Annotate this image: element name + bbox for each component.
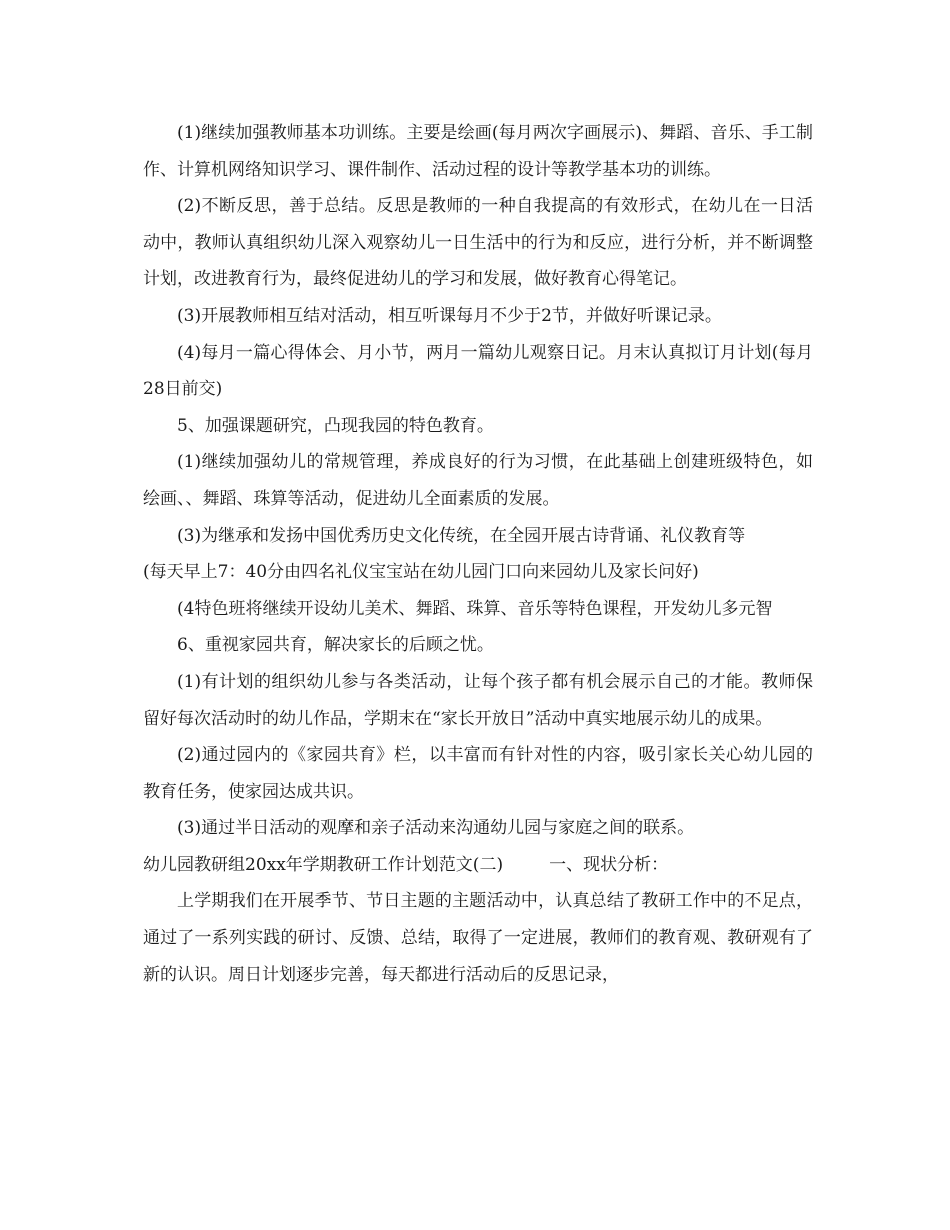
paragraph-culture-tradition: (3)为继承和发扬中国优秀历史文化传统，在全园开展古诗背诵、礼仪教育等 bbox=[177, 525, 746, 546]
paragraph-status-analysis: 上学期我们在开展季节、节日主题的主题活动中，认真总结了教研工作中的不足点，通过了一系列实践的研讨、反馈、总结，取得了一定进展，教师们的教育观、教研观有了新的认识。周日计划逐步完善，每天都进行活动后的反思记录， bbox=[143, 891, 813, 985]
document-body bbox=[143, 115, 813, 993]
section-subtitle: 一、现状分析： bbox=[549, 854, 669, 875]
paragraph-etiquette-note: (每天早上7：40分由四名礼仪宝宝站在幼儿园门口向来园幼儿及家长问好) bbox=[143, 562, 699, 583]
paragraph-reflection: (2)不断反思，善于总结。反思是教师的一种自我提高的有效形式，在幼儿在一日活动中，教师认真组织幼儿深入观察幼儿一日生活中的行为和反应，进行分析，并不断调整计划，改进教育行为，最终促进幼儿的学习和发展，做好教育心得笔记。 bbox=[143, 196, 813, 290]
paragraph-home-school-heading: 6、重视家园共育，解决家长的后顾之忧。 bbox=[177, 635, 494, 656]
paragraph-peer-pairing: (3)开展教师相互结对活动，相互听课每月不少于2节，并做好听课记录。 bbox=[177, 305, 722, 326]
paragraph-special-classes: (4特色班将继续开设幼儿美术、舞蹈、珠算、音乐等特色课程，开发幼儿多元智 bbox=[177, 598, 773, 619]
paragraph-home-school-column: (2)通过园内的《家园共育》栏，以丰富而有针对性的内容，吸引家长关心幼儿园的教育任务，使家园达成共识。 bbox=[143, 745, 813, 802]
paragraph-monthly-notes: (4)每月一篇心得体会、月小节，两月一篇幼儿观察日记。月末认真拟订月计划(每月28日前交) bbox=[143, 342, 813, 400]
section-title: 幼儿园教研组20xx年学期教研工作计划范文(二) bbox=[143, 854, 504, 875]
section-heading-line bbox=[143, 847, 813, 884]
paragraph-activities-display: (1)有计划的组织幼儿参与各类活动，让每个孩子都有机会展示自己的才能。教师保留好每次活动时的幼儿作品，学期末在“家长开放日”活动中真实地展示幼儿的成果。 bbox=[143, 671, 813, 729]
paragraph-teacher-training: (1)继续加强教师基本功训练。主要是绘画(每月两次字画展示)、舞蹈、音乐、手工制作、计算机网络知识学习、课件制作、活动过程的设计等教学基本功的训练。 bbox=[143, 123, 813, 180]
paragraph-half-day-activity: (3)通过半日活动的观摩和亲子活动来沟通幼儿园与家庭之间的联系。 bbox=[177, 818, 695, 839]
paragraph-research-heading: 5、加强课题研究，凸现我园的特色教育。 bbox=[177, 415, 494, 436]
paragraph-routine-management: (1)继续加强幼儿的常规管理，养成良好的行为习惯，在此基础上创建班级特色，如绘画、、舞蹈、珠算等活动，促进幼儿全面素质的发展。 bbox=[143, 452, 813, 509]
